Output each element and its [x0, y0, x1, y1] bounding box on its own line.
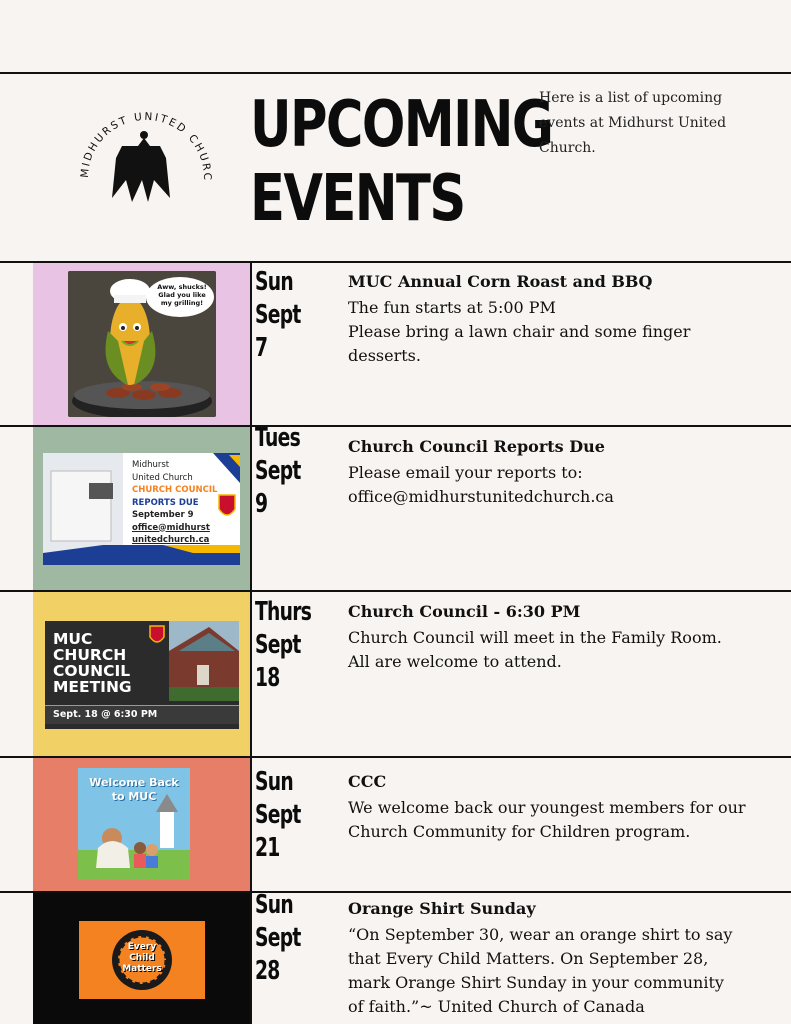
event-text: “On September 30, wear an orange shirt to say that Every Child Matters. On September 28, mark Orange Shirt Sunday in your community of faith.”~ United Church of Canada	[348, 925, 733, 1016]
event-text: We welcome back our youngest members for our Church Community for Children program.	[348, 798, 746, 841]
crest-icon	[217, 493, 237, 521]
event-title: Church Council Reports Due	[348, 437, 605, 456]
council-reports-card: Midhurst United Church CHURCH COUNCIL REPORTS DUE September 9 office@midhurst unitedchurch.ca	[43, 453, 240, 565]
event-row	[0, 592, 791, 756]
event-thumbnail	[33, 758, 250, 891]
event-details	[348, 435, 768, 509]
title-line-1: UPCOMING	[250, 88, 553, 162]
event-row	[0, 423, 791, 590]
event-text: Please email your reports to:	[348, 463, 583, 482]
corn-bbq-image	[68, 271, 216, 417]
event-title: Orange Shirt Sunday	[348, 899, 536, 918]
event-thumbnail	[33, 893, 250, 1024]
logo-arc-text: MIDHURST UNITED CHURC	[78, 110, 214, 183]
event-date: Sun Sept 21	[255, 767, 301, 863]
intro-text: Here is a list of upcoming events at Midhurst United Church.	[539, 90, 727, 156]
event-details	[348, 600, 768, 674]
event-details	[348, 897, 743, 1019]
dove-icon	[112, 131, 170, 202]
church-logo	[70, 100, 220, 220]
divider	[0, 72, 791, 74]
event-thumbnail	[33, 592, 250, 756]
crest-icon	[149, 625, 165, 647]
event-row	[0, 758, 791, 891]
event-text: All are welcome to attend.	[348, 652, 562, 671]
event-details	[348, 270, 768, 368]
event-thumbnail	[33, 427, 250, 590]
title-line-2: EVENTS	[250, 162, 465, 236]
event-date: Thurs Sept 18	[255, 597, 312, 693]
event-date: Sun Sept 28	[255, 890, 301, 986]
speech-bubble: Aww, shucks! Glad you like my grilling!	[157, 283, 207, 307]
page-title	[250, 88, 552, 236]
event-thumbnail	[33, 263, 250, 425]
event-text: Church Council will meet in the Family Room.	[348, 628, 722, 647]
event-row	[0, 263, 791, 425]
event-title: MUC Annual Corn Roast and BBQ	[348, 272, 653, 291]
orange-shirt-card: Every Child Matters	[79, 921, 205, 999]
event-row	[0, 890, 791, 1024]
event-text: office@midhurstunitedchurch.ca	[348, 487, 614, 506]
event-title: Church Council - 6:30 PM	[348, 602, 581, 621]
event-date: Tues Sept 9	[255, 423, 301, 519]
event-date: Sun Sept 7	[255, 267, 301, 363]
event-text: The fun starts at 5:00 PM	[348, 298, 556, 317]
event-text: Please bring a lawn chair and some finger desserts.	[348, 322, 691, 365]
church-building-icon	[169, 621, 239, 701]
welcome-back-card: Welcome Back to MUC	[78, 768, 190, 880]
council-meeting-card: MUC CHURCH COUNCIL MEETING Sept. 18 @ 6:30 PM	[45, 621, 239, 729]
event-title: CCC	[348, 772, 387, 791]
event-details	[348, 770, 748, 844]
